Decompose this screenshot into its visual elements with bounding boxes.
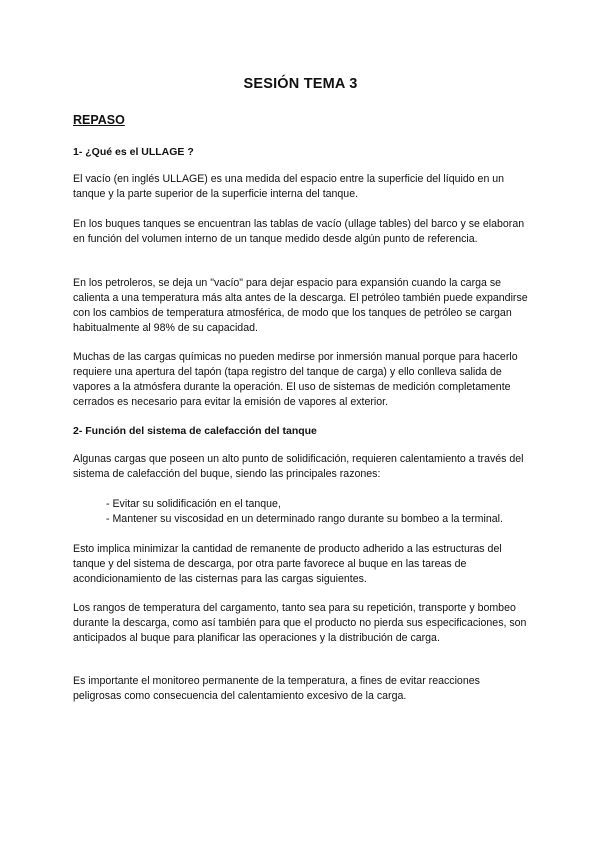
page-title: SESIÓN TEMA 3 bbox=[243, 76, 358, 92]
paragraph: En los petroleros, se deja un "vacío" para dejar espacio para expansión cuando la carga se calienta a una temperatura más alta antes de la descarga. El petróleo también puede expandirse con los cambios de temperatura atmosférica, de modo que los tanques de petróleo se cargan habitualmente al 98% de su capacidad. bbox=[73, 277, 528, 334]
question-1-heading: 1- ¿Qué es el ULLAGE ? bbox=[73, 146, 194, 158]
paragraph: Algunas cargas que poseen un alto punto de solidificación, requieren calentamiento a través del sistema de calefacción del buque, siendo las principales razones: bbox=[73, 453, 524, 480]
paragraph: Los rangos de temperatura del cargamento, tanto sea para su repetición, transporte y bombeo durante la descarga, como así también para que el producto no pierda sus especificaciones, son anticipados al buque para planificar las operaciones y la distribución de carga. bbox=[73, 602, 527, 644]
paragraph: Es importante el monitoreo permanente de la temperatura, a fines de evitar reacciones peligrosas como consecuencia del calentamiento excesivo de la carga. bbox=[73, 675, 480, 702]
paragraph: Esto implica minimizar la cantidad de remanente de producto adherido a las estructuras del tanque y del sistema de descarga, por otra parte favorece al buque en las tareas de acondicionamiento de las cisternas para las cargas siguientes. bbox=[73, 543, 502, 585]
question-2-heading: 2- Función del sistema de calefacción del tanque bbox=[73, 425, 317, 437]
paragraph: En los buques tanques se encuentran las tablas de vacío (ullage tables) del barco y se elaboran en función del volumen interno de un tanque medido desde algún punto de referencia. bbox=[73, 218, 525, 245]
list-item: - Evitar su solidificación en el tanque, bbox=[106, 498, 281, 510]
section-heading: REPASO bbox=[73, 113, 125, 127]
reasons-list bbox=[106, 497, 528, 527]
paragraph: El vacío (en inglés ULLAGE) es una medida del espacio entre la superficie del líquido en un tanque y la parte superior de la superficie interna del tanque. bbox=[73, 173, 505, 200]
list-item: - Mantener su viscosidad en un determinado rango durante su bombeo a la terminal. bbox=[106, 513, 503, 525]
paragraph: Muchas de las cargas químicas no pueden medirse por inmersión manual porque para hacerlo requiere una apertura del tapón (tapa registro del tanque de carga) y ello conlleva salida de vapores a la atmósfera durante la operación. El uso de sistemas de medición completamente cerrados es necesario para evitar la emisión de vapores al exterior. bbox=[73, 351, 518, 408]
